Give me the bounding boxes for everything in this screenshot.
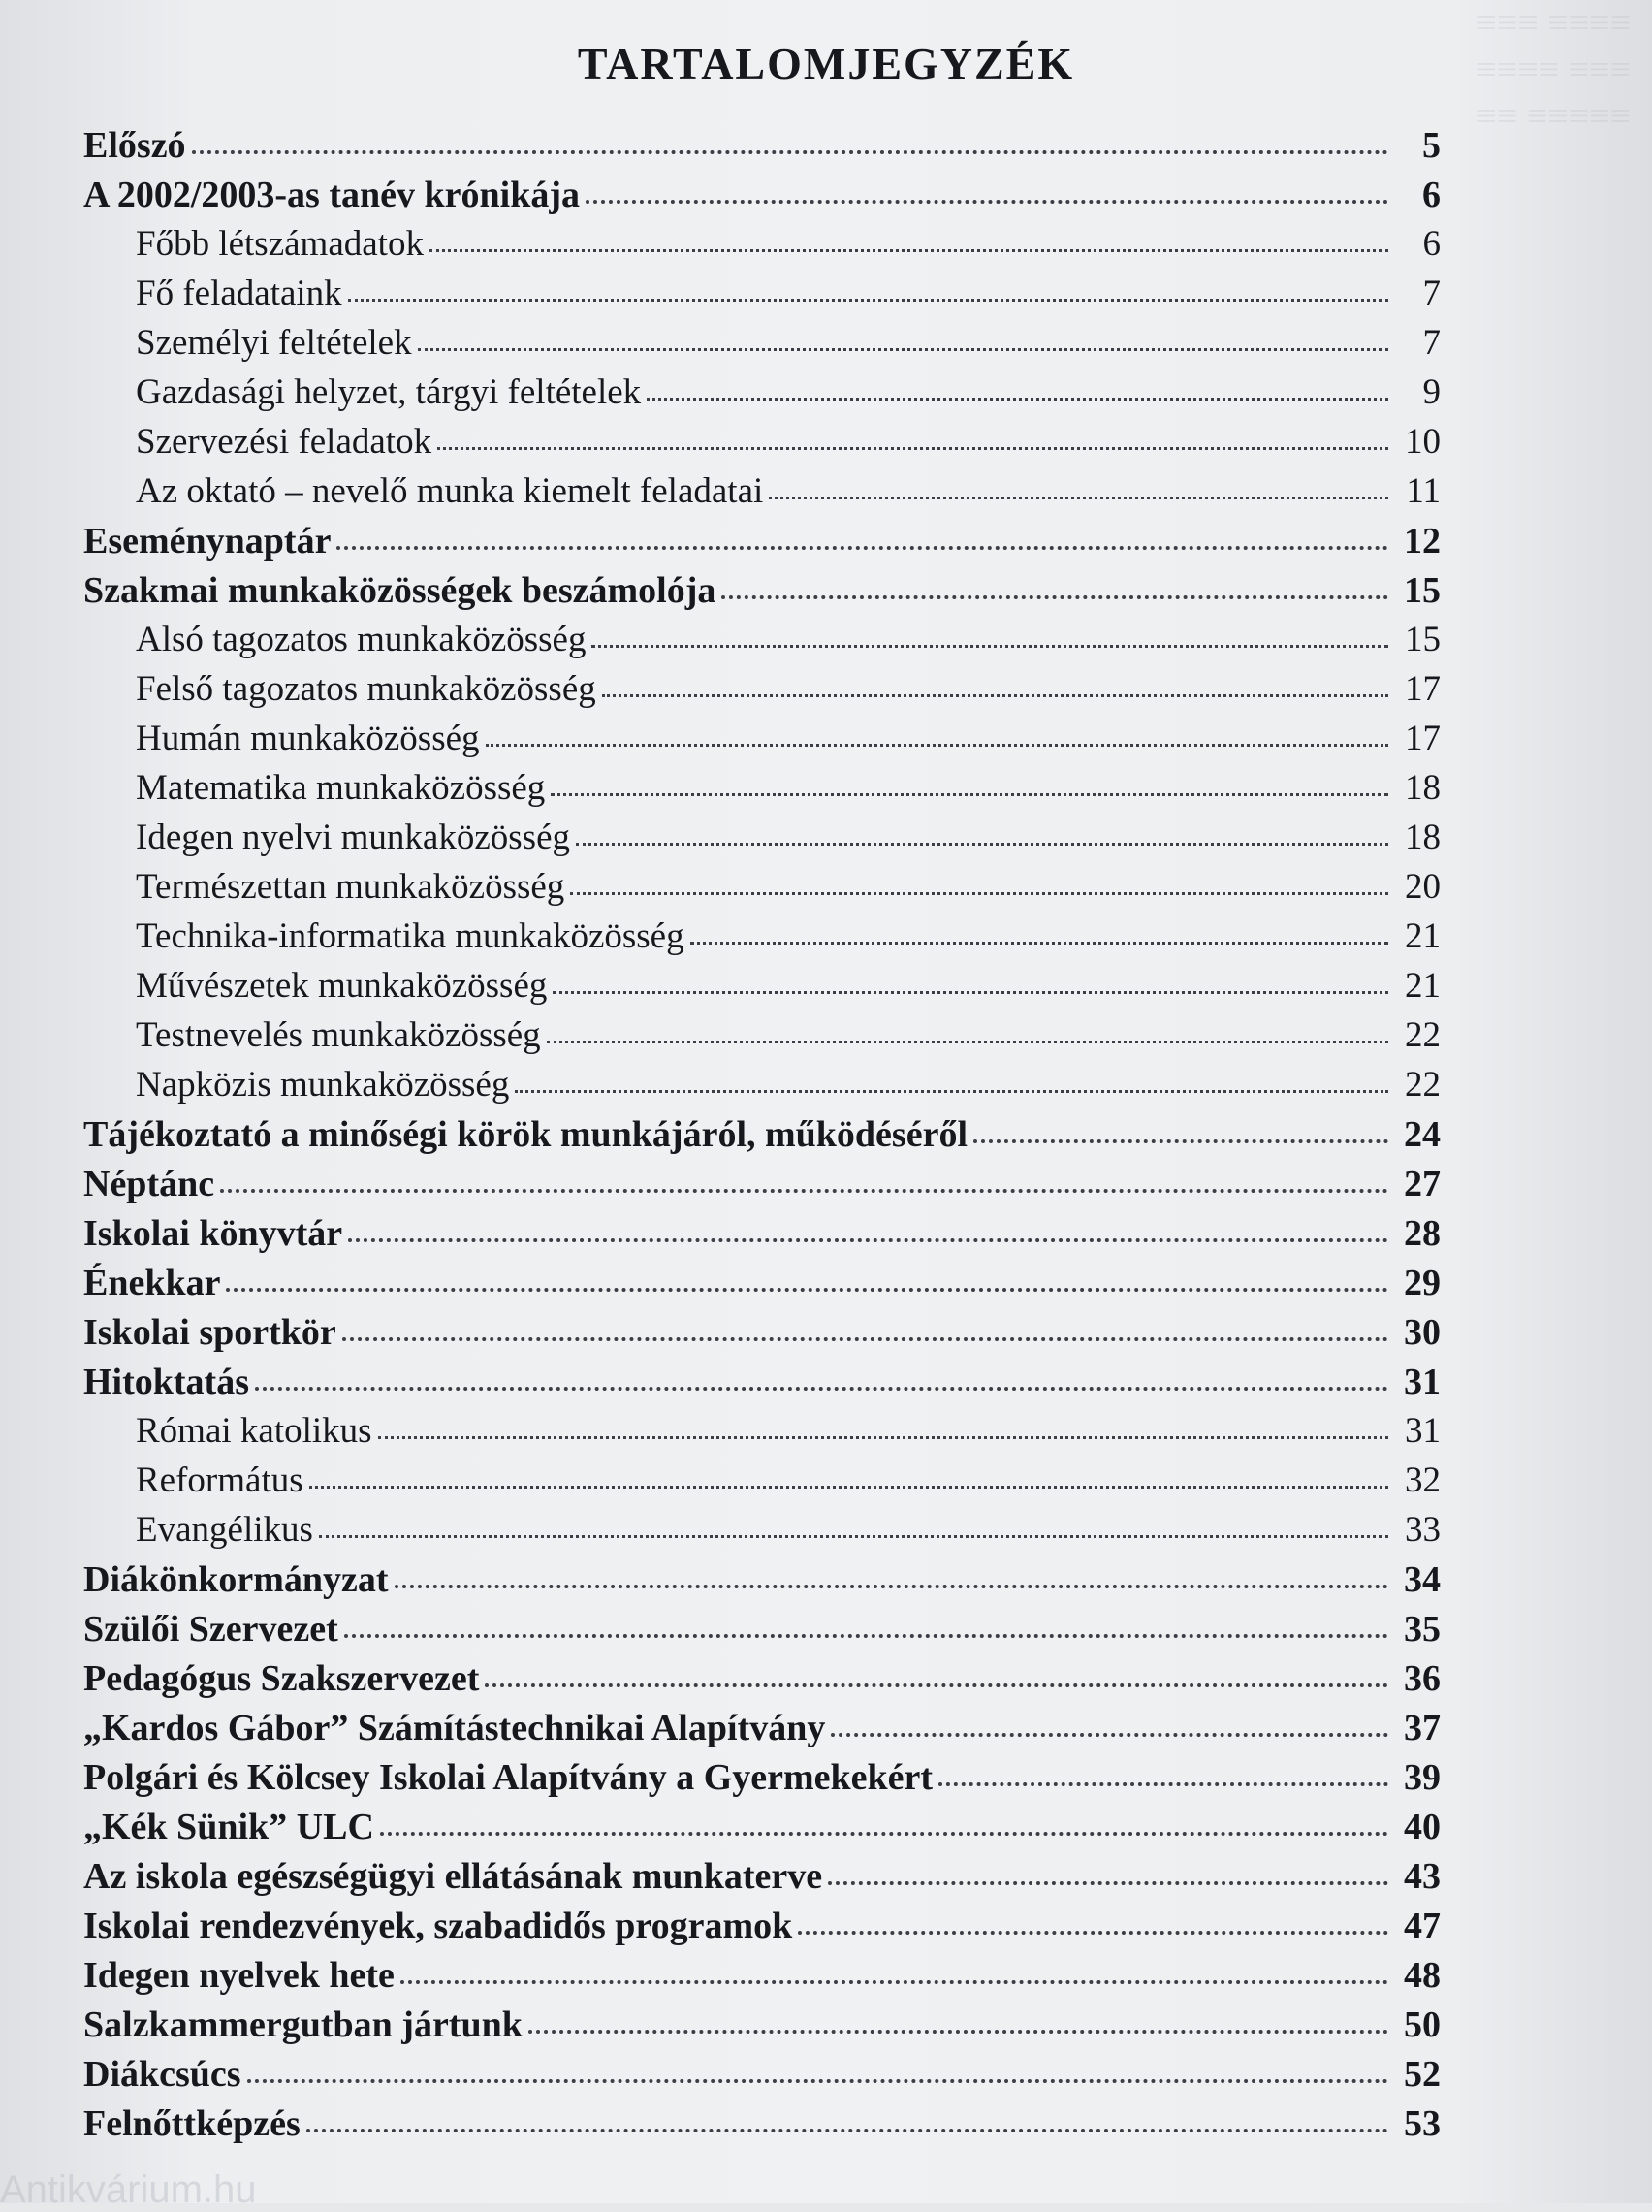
toc-page-number: 52 [1404,2054,1441,2095]
toc-subentry [83,1410,1441,1459]
toc-subentry [83,322,1441,371]
toc-page-number: 21 [1405,966,1441,1006]
toc-subentry [83,965,1441,1014]
dot-leader [309,1486,1388,1489]
dot-leader [973,1139,1388,1143]
toc-entry-title: Az iskola egészségügyi ellátásának munkaterve [83,1856,823,1897]
toc-subentry [83,1459,1441,1509]
toc-entry [83,1756,1441,1806]
dot-leader [319,1535,1388,1538]
dot-leader [429,249,1388,252]
toc-entry-title: Néptánc [83,1164,215,1204]
toc-entry [83,124,1441,174]
dot-leader [690,942,1388,945]
toc-entry-title: Humán munkaközösség [136,719,480,758]
dot-leader [769,497,1388,499]
toc-page-number: 28 [1404,1213,1441,1254]
toc-entry-title: Szervezési feladatok [136,422,432,462]
dot-leader [591,645,1388,648]
toc-entry [83,1855,1441,1905]
dot-leader [576,843,1388,846]
toc-entry-title: Matematika munkaközösség [136,768,546,808]
toc-entry-title: Tájékoztató a minőségi körök munkájáról, működéséről [83,1114,968,1155]
toc-page-number: 47 [1404,1906,1441,1946]
dot-leader [515,1090,1388,1093]
toc-entry-title: Énekkar [83,1263,221,1303]
toc-entry-title: Római katolikus [136,1411,372,1451]
dot-leader [528,2030,1388,2034]
toc-entry-title: Református [136,1460,303,1500]
toc-page-number: 20 [1405,867,1441,907]
toc-page-number: 50 [1404,2004,1441,2045]
toc-entry-title: Az oktató – nevelő munka kiemelt feladatai [136,471,764,511]
toc-page-number: 22 [1405,1015,1441,1055]
dot-leader [380,1832,1388,1836]
dot-leader [721,595,1388,599]
toc-page-number: 43 [1404,1856,1441,1897]
toc-entry-title: „Kardos Gábor” Számítástechnikai Alapítvány [83,1708,826,1748]
toc-entry-title: Diákönkormányzat [83,1559,389,1600]
toc-entry [83,2102,1441,2152]
toc-entry [83,1608,1441,1657]
dot-leader [220,1189,1388,1193]
toc-page-number: 37 [1404,1708,1441,1748]
toc-page-number: 40 [1404,1807,1441,1847]
dot-leader [192,150,1388,154]
toc-entry-title: „Kék Sünik” ULC [83,1807,374,1847]
dot-leader [336,546,1388,550]
dot-leader [551,793,1388,796]
toc-page-number: 22 [1405,1065,1441,1105]
toc-page-number: 24 [1404,1114,1441,1155]
dot-leader [486,744,1388,747]
dot-leader [342,1337,1388,1341]
toc-subentry [83,915,1441,965]
toc-page-number: 5 [1422,125,1441,166]
toc-page-number: 35 [1404,1609,1441,1650]
toc-entry [83,1558,1441,1608]
toc-page-number: 18 [1405,768,1441,808]
toc-page-number: 53 [1404,2103,1441,2144]
toc-entry-title: Iskolai könyvtár [83,1213,343,1254]
toc-entry [83,1905,1441,1954]
dot-leader [570,892,1388,895]
toc-subentry [83,223,1441,272]
toc-entry-title: Pedagógus Szakszervezet [83,1658,480,1699]
toc-page-number: 29 [1404,1263,1441,1303]
toc-page-number: 11 [1406,471,1441,511]
toc-entry-title: Napközis munkaközösség [136,1065,510,1105]
toc-entry-title: Fő feladataink [136,273,342,313]
toc-entry-title: Előszó [83,125,186,166]
toc-subentry [83,817,1441,866]
dot-leader [348,299,1388,302]
toc-entry [83,1212,1441,1262]
dot-leader [418,348,1388,351]
toc-entry [83,1657,1441,1707]
toc-page-number: 21 [1405,916,1441,956]
toc-page-number: 15 [1404,570,1441,611]
toc-subentry [83,668,1441,718]
toc-page-number: 6 [1422,224,1441,264]
toc-entry-title: Alsó tagozatos munkaközösség [136,620,587,659]
toc-entry-title: Szakmai munkaközösségek beszámolója [83,570,716,611]
toc-entry [83,1361,1441,1410]
toc-page-number: 27 [1404,1164,1441,1204]
bleed-through-text: ≡≡≡ ≡≡≡≡ ≡≡≡≡ ≡≡≡ ≡≡ ≡≡≡≡≡ [1476,3,1631,137]
toc-page-number: 31 [1404,1362,1441,1402]
toc-entry-title: Polgári és Kölcsey Iskolai Alapítvány a Gyermekekért [83,1757,934,1798]
toc-entry-title: Iskolai sportkör [83,1312,336,1353]
toc-page-number: 17 [1405,719,1441,758]
dot-leader [828,1881,1388,1885]
table-of-contents [83,124,1441,2152]
dot-leader [348,1238,1388,1242]
toc-entry [83,2004,1441,2053]
toc-entry [83,1954,1441,2004]
toc-entry [83,1262,1441,1311]
toc-entry-title: Személyi feltételek [136,323,412,363]
toc-page-number: 30 [1404,1312,1441,1353]
dot-leader [395,1585,1388,1588]
toc-entry-title: Felnőttképzés [83,2103,301,2144]
toc-page-number: 9 [1422,372,1441,412]
toc-subentry [83,1064,1441,1113]
toc-entry-title: Főbb létszámadatok [136,224,424,264]
toc-entry-title: Salzkammergutban jártunk [83,2004,523,2045]
toc-entry-title: Testnevelés munkaközösség [136,1015,541,1055]
toc-entry [83,174,1441,223]
toc-entry-title: Idegen nyelvi munkaközösség [136,817,570,857]
toc-entry-title: Művészetek munkaközösség [136,966,548,1006]
toc-page-number: 7 [1422,323,1441,363]
toc-page-number: 17 [1405,669,1441,709]
toc-page-number: 18 [1405,817,1441,857]
toc-subentry [83,470,1441,520]
dot-leader [938,1782,1388,1786]
toc-entry-title: Eseménynaptár [83,521,332,561]
toc-entry-title: Hitoktatás [83,1362,249,1402]
toc-entry [83,1806,1441,1855]
dot-leader [586,200,1388,204]
toc-page-number: 34 [1404,1559,1441,1600]
toc-entry-title: Idegen nyelvek hete [83,1955,395,1996]
toc-subentry [83,767,1441,817]
toc-page-number: 31 [1405,1411,1441,1451]
toc-subentry [83,718,1441,767]
toc-entry-title: A 2002/2003-as tanév krónikája [83,175,580,215]
dot-leader [226,1288,1388,1292]
page-title: TARTALOMJEGYZÉK [577,38,1075,88]
toc-subentry [83,866,1441,915]
toc-page-number: 10 [1405,422,1441,462]
toc-entry-title: Természettan munkaközösség [136,867,565,907]
dot-leader [344,1634,1388,1638]
dot-leader [831,1733,1388,1737]
dot-leader [400,1980,1388,1984]
toc-page-number: 12 [1404,521,1441,561]
toc-entry-title: Szülői Szervezet [83,1609,338,1650]
dot-leader [437,447,1388,450]
toc-page-number: 33 [1405,1510,1441,1550]
toc-entry-title: Gazdasági helyzet, tárgyi feltételek [136,372,642,412]
toc-subentry [83,421,1441,470]
toc-subentry [83,619,1441,668]
toc-entry [83,520,1441,569]
dot-leader [485,1683,1388,1687]
toc-entry-title: Diákcsúcs [83,2054,241,2095]
toc-entry [83,1311,1441,1361]
toc-page-number: 15 [1405,620,1441,659]
dot-leader [547,1041,1388,1043]
watermark: Antikvárium.hu [0,2168,257,2211]
dot-leader [306,2129,1388,2132]
dot-leader [378,1436,1388,1439]
toc-page-number: 39 [1404,1757,1441,1798]
dot-leader [255,1387,1388,1391]
toc-entry-title: Evangélikus [136,1510,313,1550]
toc-subentry [83,272,1441,322]
toc-page-number: 36 [1404,1658,1441,1699]
toc-subentry [83,1014,1441,1064]
toc-entry-title: Felső tagozatos munkaközösség [136,669,596,709]
dot-leader [798,1931,1388,1935]
dot-leader [647,398,1388,401]
toc-subentry [83,371,1441,421]
toc-entry [83,1163,1441,1212]
toc-page-number: 48 [1404,1955,1441,1996]
toc-entry-title: Iskolai rendezvények, szabadidős programok [83,1906,793,1946]
dot-leader [247,2079,1388,2083]
toc-entry-title: Technika-informatika munkaközösség [136,916,684,956]
dot-leader [602,694,1388,697]
toc-page-number: 6 [1422,175,1441,215]
toc-entry [83,569,1441,619]
toc-page-number: 32 [1405,1460,1441,1500]
toc-entry [83,2053,1441,2102]
toc-entry [83,1707,1441,1756]
toc-entry [83,1113,1441,1163]
toc-subentry [83,1509,1441,1558]
toc-page-number: 7 [1422,273,1441,313]
dot-leader [553,991,1388,994]
